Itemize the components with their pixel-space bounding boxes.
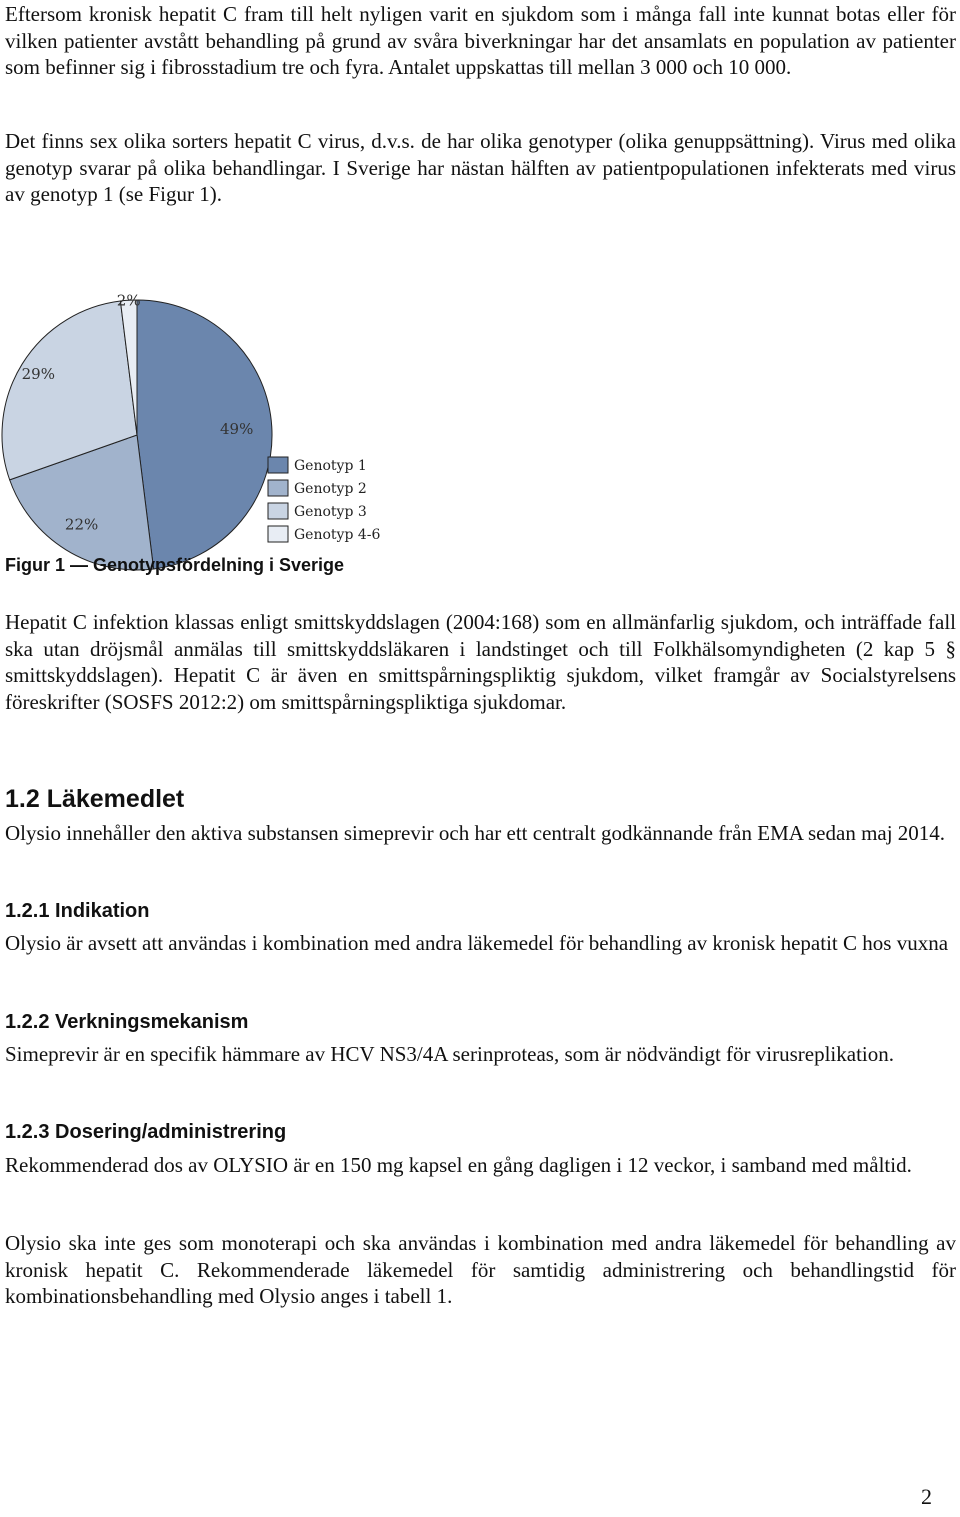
intro-paragraph-2: Det finns sex olika sorters hepatit C virus, d.v.s. de har olika genotyper (olika genuppsättning). Virus med olika genotyp svarar på olika behandlingar. I Sverige har nästan hälften av patientpopulationen infekterats med virus av genotyp 1 (se Figur 1). bbox=[5, 129, 956, 206]
figure-caption: Figur 1 — Genotypsfördelning i Sverige bbox=[5, 555, 345, 575]
pie-data-label: 2% bbox=[116, 291, 141, 310]
paragraph-smittskydd: Hepatit C infektion klassas enligt smittskyddslagen (2004:168) som en allmänfarlig sjukdom, och inträffade fall ska utan dröjsmål anmälas till smittskyddsläkaren i landstinget och till Folkhälsomyndigheten (2 kap 5 § smittskyddslagen). Hepatit C är även en smittspårningspliktig sjukdom, vilket framgår av Socialstyrelsens föreskrifter (SOSFS 2012:2) om smittspårningspliktiga sjukdomar. bbox=[5, 610, 956, 714]
section-heading-1-2-1: 1.2.1 Indikation bbox=[5, 900, 150, 922]
section-text-1-2-2: Simeprevir är en specifik hämmare av HCV NS3/4A serinproteas, som är nödvändigt för virusreplikation. bbox=[5, 1042, 894, 1066]
section-heading-1-2-3: 1.2.3 Dosering/administrering bbox=[5, 1121, 287, 1143]
legend-label: Genotyp 4-6 bbox=[294, 527, 381, 543]
genotype-pie-chart bbox=[0, 285, 420, 595]
legend-swatch bbox=[268, 503, 288, 519]
section-text-1-2-1: Olysio är avsett att användas i kombination med andra läkemedel för behandling av kronisk hepatit C hos vuxna bbox=[5, 931, 949, 955]
section-heading-1-2: 1.2 Läkemedlet bbox=[5, 785, 185, 813]
legend-swatch bbox=[268, 526, 288, 542]
pie-data-label: 22% bbox=[64, 515, 99, 534]
legend-label: Genotyp 2 bbox=[294, 481, 367, 497]
legend-swatch bbox=[268, 480, 288, 496]
section-text-1-2-3-b: Olysio ska inte ges som monoterapi och ska användas i kombination med andra läkemedel för behandling av kronisk hepatit C. Rekommenderade läkemedel för samtidig administrering och behandlingstid för kombinationsbehandling med Olysio anges i tabell 1. bbox=[5, 1231, 956, 1308]
pie-data-label: 49% bbox=[220, 419, 254, 438]
section-text-1-2-3-a: Rekommenderad dos av OLYSIO är en 150 mg kapsel en gång dagligen i 12 veckor, i samband med måltid. bbox=[5, 1153, 912, 1177]
pie-legend bbox=[268, 457, 380, 543]
legend-label: Genotyp 1 bbox=[294, 458, 367, 474]
intro-paragraph-1: Eftersom kronisk hepatit C fram till helt nyligen varit en sjukdom som i många fall inte kunnat botas eller för vilken patienter avstått behandling på grund av svåra biverkningar har det ansamlats en population av patienter som befinner sig i fibrosstadium tre och fyra. Antalet uppskattas till mellan 3 000 och 10 000. bbox=[5, 2, 956, 79]
section-text-1-2: Olysio innehåller den aktiva substansen simeprevir och har ett centralt godkännande från EMA sedan maj 2014. bbox=[5, 821, 946, 845]
pie-data-label: 29% bbox=[21, 364, 55, 383]
legend-swatch bbox=[268, 457, 288, 473]
page-number: 2 bbox=[921, 1484, 932, 1509]
legend-label: Genotyp 3 bbox=[294, 504, 367, 520]
section-heading-1-2-2: 1.2.2 Verkningsmekanism bbox=[5, 1011, 249, 1033]
